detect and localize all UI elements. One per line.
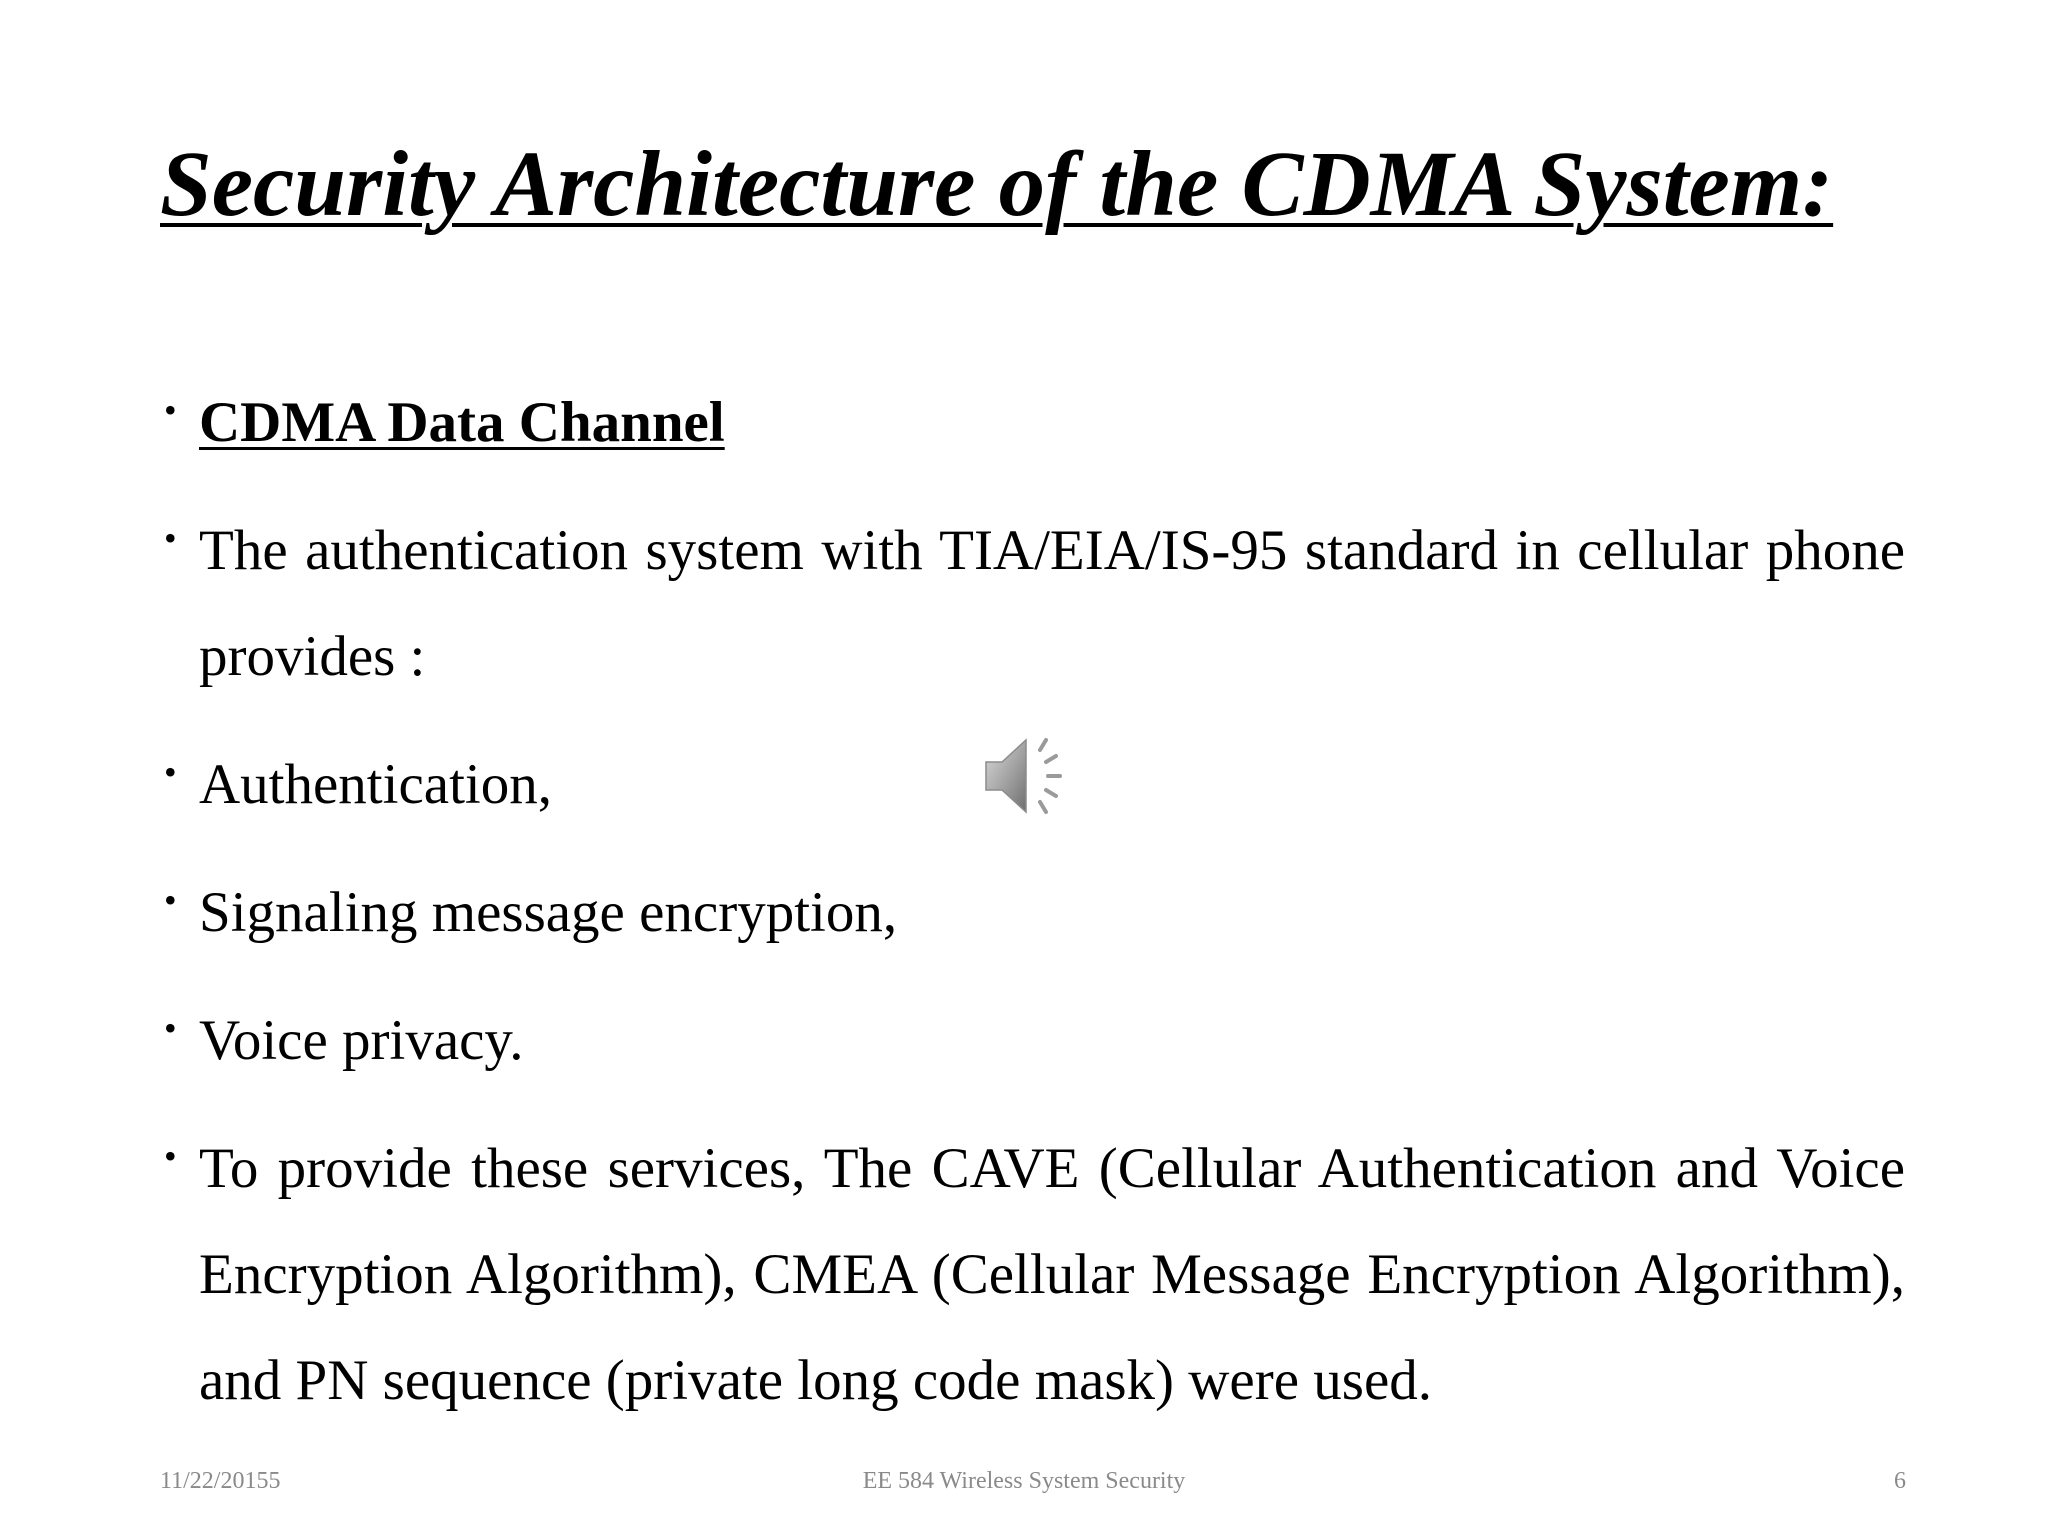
speaker-volume-icon[interactable]	[980, 728, 1080, 824]
bullet-text: Signaling message encryption,	[199, 881, 898, 944]
speaker-volume-icon-graphic	[980, 728, 1080, 824]
bullet-text: To provide these services, The CAVE (Cellular Authentication and Voice Encryption Algorithm), CMEA (Cellular Message Encryption Algorithm), and PN sequence (private long code mask) were used.	[199, 1137, 1905, 1412]
bullet-text: Authentication,	[199, 753, 552, 816]
footer-date: 11/22/20155	[160, 1468, 281, 1494]
slide-title: Security Architecture of the CDMA System:	[160, 133, 1834, 236]
bullet-item-heading	[160, 370, 1905, 476]
bullet-marker: •	[164, 880, 177, 920]
bullet-text: Voice privacy.	[199, 1009, 524, 1072]
bullet-marker: •	[164, 518, 177, 558]
bullet-marker: •	[164, 1136, 177, 1176]
bullet-marker: •	[164, 390, 177, 430]
bullet-item	[160, 860, 1905, 966]
bullet-marker: •	[164, 1008, 177, 1048]
footer-page-number: 6	[1894, 1468, 1906, 1494]
footer-course-title: EE 584 Wireless System Security	[862, 1468, 1186, 1494]
bullet-item	[160, 988, 1905, 1094]
bullet-text: CDMA Data Channel	[199, 391, 725, 454]
bullet-list	[160, 370, 1905, 1456]
bullet-text: The authentication system with TIA/EIA/IS-95 standard in cellular phone provides :	[199, 519, 1905, 688]
bullet-item	[160, 1116, 1905, 1434]
bullet-marker: •	[164, 752, 177, 792]
bullet-item	[160, 498, 1905, 710]
